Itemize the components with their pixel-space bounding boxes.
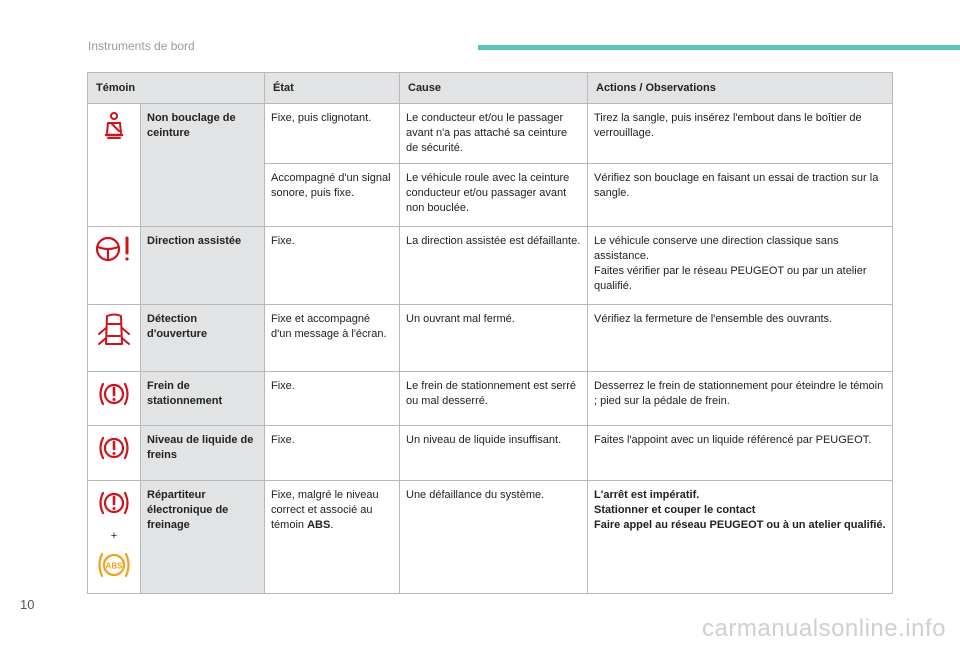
lamp-name: Répartiteur électronique de freinage [141, 481, 265, 594]
cause-cell: La direction assistée est défaillante. [400, 227, 588, 305]
action-cell: Le véhicule conserve une direction classique sans assistance. Faites vérifier par le réseau PEUGEOT ou par un atelier qualifié. [588, 227, 893, 305]
cause-cell: Le véhicule roule avec la ceinture conducteur et/ou passager avant non bouclée. [400, 164, 588, 227]
action-cell: Desserrez le frein de stationnement pour éteindre le témoin ; pied sur la pédale de frein. [588, 372, 893, 426]
state-text: Fixe, malgré le niveau correct et associé au témoin [271, 489, 379, 531]
state-cell [265, 481, 400, 594]
brake-fluid-icon [97, 433, 131, 468]
column-header-temoin: Témoin [88, 73, 265, 104]
lamp-name: Détection d'ouverture [141, 305, 265, 372]
cause-cell: Un niveau de liquide insuffisant. [400, 426, 588, 481]
state-cell: Fixe et accompagné d'un message à l'écran. [265, 305, 400, 372]
state-cell: Fixe. [265, 227, 400, 305]
column-header-actions: Actions / Observations [588, 73, 893, 104]
table-header-row [88, 73, 893, 104]
table-row [88, 227, 893, 305]
action-cell: Vérifiez son bouclage en faisant un essai de traction sur la sangle. [588, 164, 893, 227]
abs-label: ABS [307, 519, 331, 531]
door-open-icon [96, 312, 132, 353]
icon-cell [88, 481, 141, 594]
lamp-name: Niveau de liquide de freins [141, 426, 265, 481]
abs-icon-label: ABS [105, 561, 123, 571]
icon-cell [88, 305, 141, 372]
warning-lamps-table [87, 72, 893, 594]
lamp-name: Non bouclage de ceinture [141, 104, 265, 227]
state-cell: Fixe. [265, 372, 400, 426]
plus-sign: + [110, 530, 118, 542]
action-cell: Vérifiez la fermeture de l'ensemble des ouvrants. [588, 305, 893, 372]
lamp-name: Frein de stationnement [141, 372, 265, 426]
table-row [88, 481, 893, 594]
table-row [88, 372, 893, 426]
icon-cell [88, 104, 141, 227]
table-row [88, 305, 893, 372]
page-number: 10 [20, 597, 35, 612]
action-cell: L'arrêt est impératif. Stationner et couper le contact Faire appel au réseau PEUGEOT ou à un atelier qualifié. [588, 481, 893, 594]
seatbelt-warning-icon [99, 111, 129, 146]
action-cell: Faites l'appoint avec un liquide référencé par PEUGEOT. [588, 426, 893, 481]
icon-cell [88, 426, 141, 481]
icon-cell [88, 372, 141, 426]
table-row [88, 104, 893, 164]
column-header-cause: Cause [400, 73, 588, 104]
cause-cell: Le conducteur et/ou le passager avant n'a pas attaché sa ceinture de sécurité. [400, 104, 588, 164]
state-cell: Fixe, puis clignotant. [265, 104, 400, 164]
cause-cell: Une défaillance du système. [400, 481, 588, 594]
state-cell: Accompagné d'un signal sonore, puis fixe. [265, 164, 400, 227]
cause-cell: Le frein de stationnement est serré ou mal desserré. [400, 372, 588, 426]
table-row [88, 426, 893, 481]
icon-cell [88, 227, 141, 305]
power-steering-warning-icon [94, 234, 134, 269]
column-header-etat: État [265, 73, 400, 104]
section-title: Instruments de bord [88, 39, 195, 53]
watermark: carmanualsonline.info [702, 615, 946, 642]
header-accent-bar [478, 45, 960, 50]
state-suffix: . [330, 519, 334, 531]
abs-icon [97, 550, 131, 585]
ebd-warning-icon [97, 488, 131, 523]
parking-brake-icon [97, 379, 131, 414]
state-cell: Fixe. [265, 426, 400, 481]
action-cell: Tirez la sangle, puis insérez l'embout dans le boîtier de verrouillage. [588, 104, 893, 164]
cause-cell: Un ouvrant mal fermé. [400, 305, 588, 372]
lamp-name: Direction assistée [141, 227, 265, 305]
